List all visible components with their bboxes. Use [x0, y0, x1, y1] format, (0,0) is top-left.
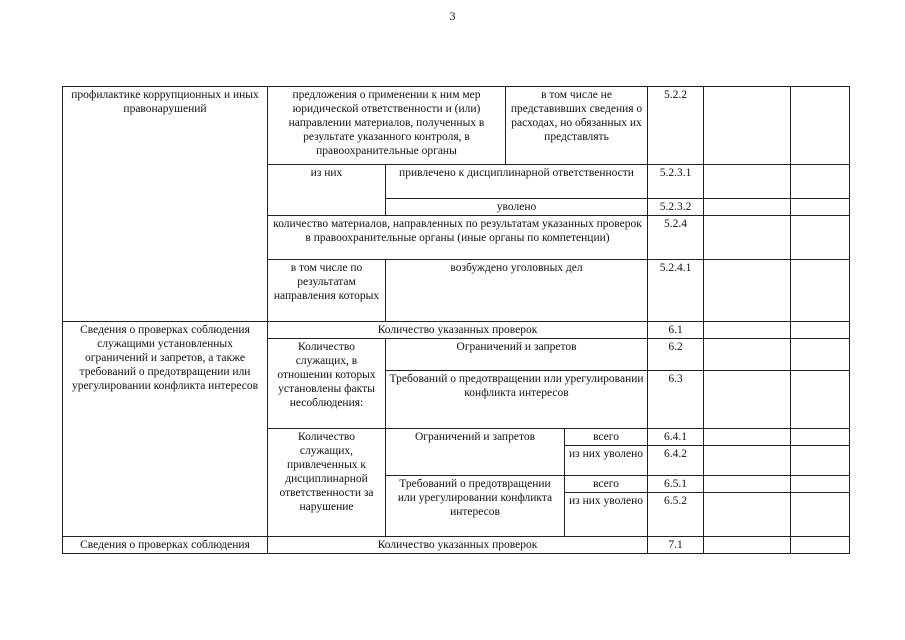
value-cell: [704, 87, 791, 165]
code-cell: 6.4.1: [648, 429, 704, 446]
employees-violations-cell: Количество служащих, в отношении которых установлены факты несоблюдения:: [268, 339, 386, 429]
value-cell: [704, 476, 791, 493]
section-checks-7: Сведения о проверках соблюдения: [63, 537, 268, 554]
of-them-dismissed-cell: из них уволено: [565, 493, 648, 537]
value-cell: [791, 339, 850, 371]
of-them-cell: из них: [268, 165, 386, 216]
employees-punished-cell: Количество служащих, привлеченных к дисциплинарной ответственности за нарушение: [268, 429, 386, 537]
value-cell: [791, 446, 850, 476]
code-cell: 6.2: [648, 339, 704, 371]
value-cell: [791, 199, 850, 216]
code-cell: 5.2.2: [648, 87, 704, 165]
value-cell: [704, 165, 791, 199]
total-cell: всего: [565, 429, 648, 446]
dismissed-cell: уволено: [386, 199, 648, 216]
table-row: [63, 87, 850, 165]
materials-sent-cell: количество материалов, направленных по результатам указанных проверок в правоохранительные органы (иные органы по компетенции): [268, 216, 648, 260]
page-number: 3: [449, 9, 456, 23]
value-cell: [791, 260, 850, 322]
section-checks: Сведения о проверках соблюдения служащими установленных ограничений и запретов, а также требований о предотвращении или урегулировании конфликта интересов: [63, 322, 268, 537]
code-cell: 6.5.1: [648, 476, 704, 493]
value-cell: [791, 165, 850, 199]
disciplinary-cell: привлечено к дисциплинарной ответственности: [386, 165, 648, 199]
value-cell: [791, 493, 850, 537]
value-cell: [791, 371, 850, 429]
conflict-requirements2-cell: Требований о предотвращении или урегулировании конфликта интересов: [386, 476, 565, 537]
value-cell: [704, 339, 791, 371]
value-cell: [791, 322, 850, 339]
code-cell: 6.5.2: [648, 493, 704, 537]
checks-count2-cell: Количество указанных проверок: [268, 537, 648, 554]
value-cell: [704, 199, 791, 216]
value-cell: [704, 446, 791, 476]
code-cell: 5.2.3.2: [648, 199, 704, 216]
restrictions-cell: Ограничений и запретов: [386, 339, 648, 371]
restrictions2-cell: Ограничений и запретов: [386, 429, 565, 476]
value-cell: [704, 260, 791, 322]
code-cell: 5.2.4.1: [648, 260, 704, 322]
code-cell: 7.1: [648, 537, 704, 554]
code-cell: 6.1: [648, 322, 704, 339]
section-prevention: профилактике коррупционных и иных правонарушений: [63, 87, 268, 322]
table-row: [63, 322, 850, 339]
including-results-cell: в том числе по результатам направления которых: [268, 260, 386, 322]
code-cell: 5.2.4: [648, 216, 704, 260]
table-row: [63, 537, 850, 554]
value-cell: [704, 493, 791, 537]
code-cell: 6.3: [648, 371, 704, 429]
value-cell: [791, 87, 850, 165]
not-submitted-cell: в том числе не представивших сведения о расходах, но обязанных их представлять: [506, 87, 648, 165]
checks-count-cell: Количество указанных проверок: [268, 322, 648, 339]
value-cell: [704, 429, 791, 446]
code-cell: 6.4.2: [648, 446, 704, 476]
report-table: [62, 86, 850, 554]
proposals-cell: предложения о применении к ним мер юридической ответственности и (или) направлении материалов, полученных в результате указанного контроля, в правоохранительные органы: [268, 87, 506, 165]
value-cell: [791, 476, 850, 493]
value-cell: [791, 429, 850, 446]
code-cell: 5.2.3.1: [648, 165, 704, 199]
criminal-cases-cell: возбуждено уголовных дел: [386, 260, 648, 322]
value-cell: [791, 537, 850, 554]
value-cell: [704, 537, 791, 554]
value-cell: [791, 216, 850, 260]
of-them-dismissed-cell: из них уволено: [565, 446, 648, 476]
value-cell: [704, 216, 791, 260]
value-cell: [704, 322, 791, 339]
total-cell: всего: [565, 476, 648, 493]
conflict-requirements-cell: Требований о предотвращении или урегулировании конфликта интересов: [386, 371, 648, 429]
value-cell: [704, 371, 791, 429]
